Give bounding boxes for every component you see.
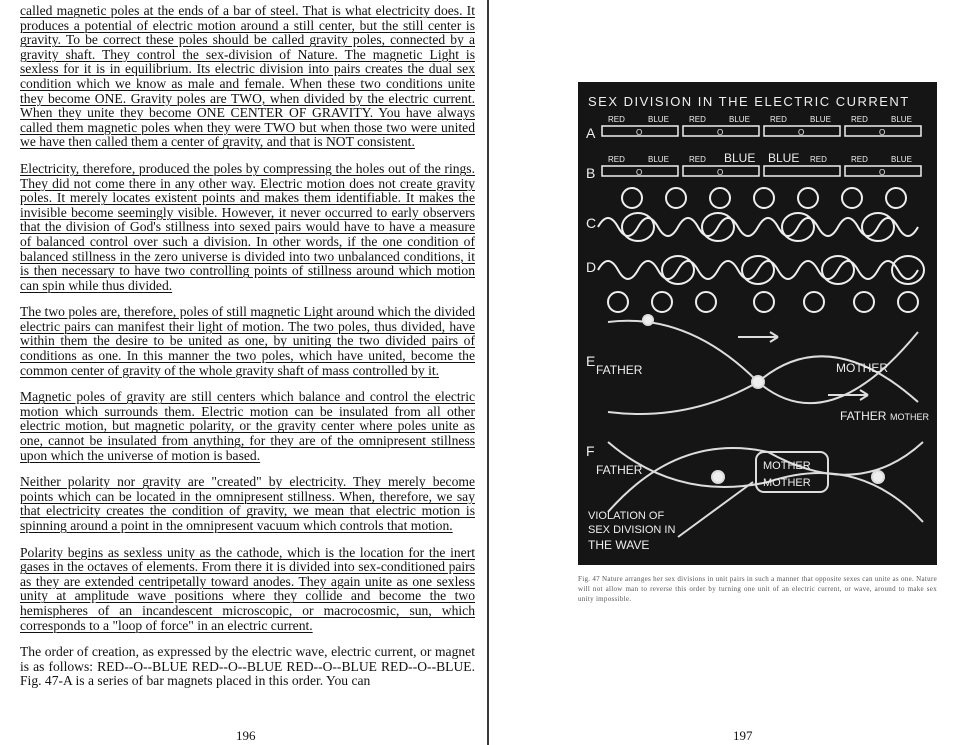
row-a-mark-3: O — [798, 128, 805, 137]
paragraph-2: Electricity, therefore, produced the poles by compressing the holes out of the rings. They did not come there in any other way. Electric motion does not create gravity poles. It merely locates existent points and makes them identifiable. It makes the invisible become seemingly visible. However, it never occurred to early observers that the division of God's stillness into sexed pairs would have to have a measure of balanced control over such a division. In other words, if the one condition of balanced stillness in the zero universe is divided into two unbalanced conditions, it is then necessary to have two controlling points of stillness around which motion can spin while thus divided. — [20, 160, 475, 293]
row-label-a: A — [586, 125, 596, 141]
paragraph-6: Polarity begins as sexless unity as the cathode, which is the location for the inert gases in the octaves of elements. From there it is divided into sex-conditioned pairs as they are extended centripetally toward anodes. They again unite as one sexless unity at amplitude wave positions where they collide and become the two hemispheres of an incandescent microscopic, or macrocosmic, sun, which corresponds to a "loop of force" in an electric current. — [20, 544, 475, 633]
row-f-mother-label-right: MOTHER — [890, 412, 929, 422]
figure-47 — [578, 82, 937, 565]
row-a-mark-4: O — [879, 128, 886, 137]
page-gutter — [487, 0, 489, 745]
row-b-label-8: BLUE — [891, 155, 912, 164]
row-b-mark-2: O — [717, 168, 724, 177]
row-f-father-label-right: FATHER — [840, 409, 887, 423]
row-label-b: B — [586, 165, 596, 181]
row-a-mark-1: O — [636, 128, 643, 137]
row-b-label-1: RED — [608, 155, 625, 164]
page-number-right: 197 — [733, 728, 753, 743]
page-number-left: 196 — [236, 728, 256, 743]
row-a-label-3: RED — [689, 115, 706, 124]
row-b-mark-1: O — [636, 168, 643, 177]
figure-drawing — [578, 82, 937, 565]
paragraph-7: The order of creation, as expressed by the electric wave, electric current, or magnet is as follows: RED--O--BLUE RED--O--BLUE RED--O--BLUE RED--O--BLUE. Fig. 47-A is a series of bar magnets placed in this order. You can — [20, 644, 475, 689]
row-a-label-4: BLUE — [729, 115, 750, 124]
row-b-label-5: BLUE — [768, 151, 800, 165]
row-a-label-1: RED — [608, 115, 625, 124]
row-label-e: E — [586, 353, 596, 369]
right-page — [490, 0, 955, 745]
row-b-label-4: BLUE — [724, 151, 756, 165]
row-label-d: D — [586, 259, 597, 275]
row-a-label-2: BLUE — [648, 115, 669, 124]
row-e-mother-label: MOTHER — [836, 361, 888, 375]
row-f-mother-label-top: MOTHER — [763, 460, 811, 472]
paragraph-3: The two poles are, therefore, poles of still magnetic Light around which the divided electric pairs can manifest their light of motion. The two poles, thus divided, have within them the desire to be united as one, by uniting the two divided pairs of conditions as one. In this manner the two poles, which have united, become the common center of gravity of the whole gravity shaft of mass controlled by it. — [20, 304, 475, 378]
row-f-mother-label-bottom: MOTHER — [763, 477, 811, 489]
left-page-text — [20, 4, 475, 701]
row-b-label-6: RED — [810, 155, 827, 164]
row-b-mark-3: O — [879, 168, 886, 177]
paragraph-1: called magnetic poles at the ends of a bar of steel. That is what electricity does. It produces a potential of electric motion around a still center, but the still center is gravity. To be correct these poles should be called gravity poles, connected by a gravity shaft. They control the sex-division of Nature. The magnetic Light is sexless for it is in equilibrium. Its electric division into pairs creates the dual sex condition which we know as male and female. When these two conditions unite they become ONE. Gravity poles are TWO, when divided by the electric current. When they unite they become ONE CENTER OF GRAVITY. You have always called them magnetic poles when they were TWO but when those two were united we have then called them a center of gravity, and that is NOT consistent. — [20, 3, 475, 150]
row-b-label-3: RED — [689, 155, 706, 164]
row-label-c: C — [586, 215, 597, 231]
row-b-label-7: RED — [851, 155, 868, 164]
row-a-mark-2: O — [717, 128, 724, 137]
row-label-f: F — [586, 443, 595, 459]
row-a-label-7: RED — [851, 115, 868, 124]
violation-label-line-3: THE WAVE — [588, 538, 650, 552]
figure-caption: Fig. 47 Nature arranges her sex divisions in unit pairs in such a manner that opposite sexes can unite as one. Nature will not allow man to reverse this order by turning one unit of an electric current, or wave, around to make sex unity impossible. — [578, 575, 937, 603]
paragraph-5: Neither polarity nor gravity are "created" by electricity. They merely become points which can be located in the omnipresent stillness. When, therefore, we say that electricity creates the condition of gravity, we mean that electric motion is spinning around a point in the omnipresent vacuum which controls that motion. — [20, 474, 475, 533]
violation-label-line-1: VIOLATION OF — [588, 510, 665, 522]
row-b-label-2: BLUE — [648, 155, 669, 164]
row-a-label-8: BLUE — [891, 115, 912, 124]
row-a-label-5: RED — [770, 115, 787, 124]
row-e-father-label: FATHER — [596, 363, 643, 377]
row-a-label-6: BLUE — [810, 115, 831, 124]
figure-title: SEX DIVISION IN THE ELECTRIC CURRENT — [588, 94, 910, 109]
row-f-father-label: FATHER — [596, 463, 643, 477]
paragraph-4: Magnetic poles of gravity are still centers which balance and control the electric motion which surrounds them. Electric motion can be insulated from all other electric motion, but magnetic polarity, or the gravity center where poles unite as one, cannot be insulated from anything, for they are of the omnipresent stillness upon which the universe of motion is based. — [20, 389, 475, 463]
violation-label-line-2: SEX DIVISION IN — [588, 524, 676, 536]
